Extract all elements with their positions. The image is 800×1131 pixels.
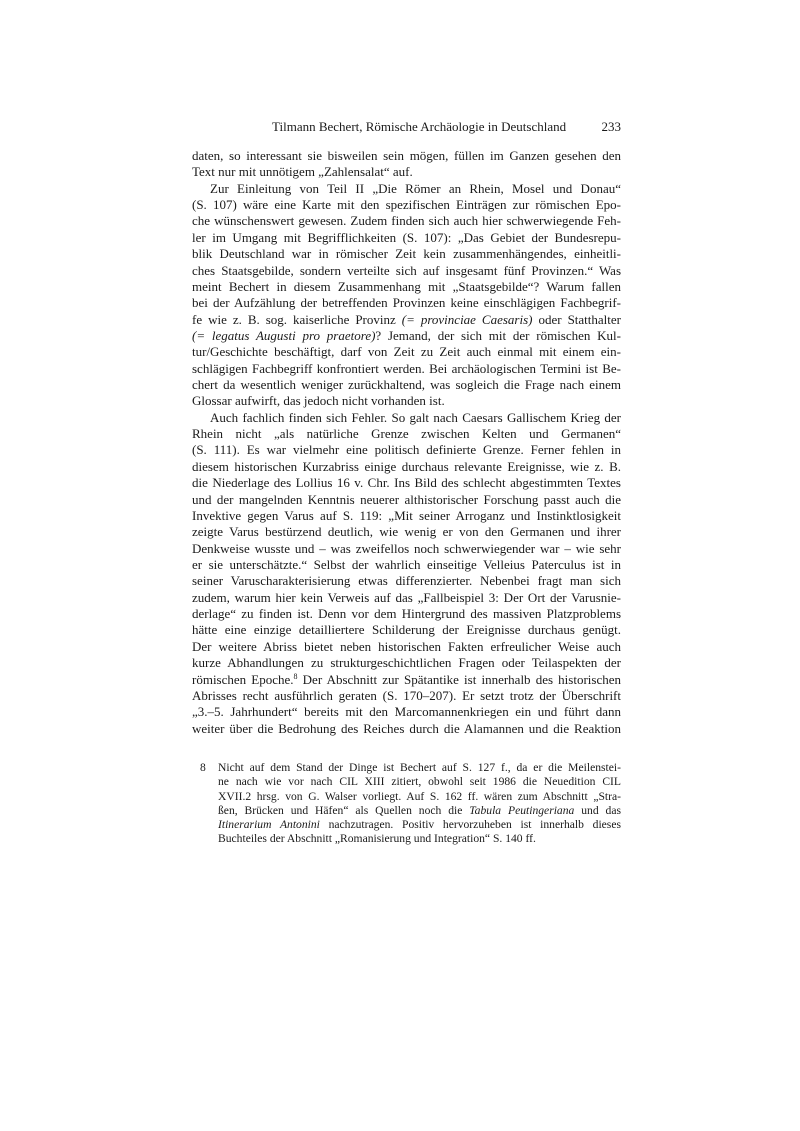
- text-segment: Der Abschnitt zur Spätantike ist innerhalb des historischen: [297, 671, 621, 687]
- page-number: 233: [601, 119, 621, 134]
- text-line: [192, 606, 621, 622]
- text-segment: kurze Abhandlungen zu strukturgeschichtlichen Fragen oder Teilaspekten der: [192, 655, 621, 671]
- text-segment: nachzutragen. Positiv hervorzuheben ist innerhalb dieses: [319, 818, 621, 832]
- text-line: [218, 804, 621, 818]
- text-segment: zeigte Varus bestürzend deutlich, wie wenig er von den Germanen und ihrer: [192, 524, 621, 540]
- text-segment: seiner Varuscharakterisierung etwas differenzierter. Nebenbei fragt man sich: [192, 573, 621, 589]
- text-line: [192, 393, 621, 409]
- text-line: [192, 263, 621, 279]
- text-segment: chert da wesentlich weniger zurückhaltend, was sogleich die Frage nach einem: [192, 377, 621, 393]
- text-line: [192, 230, 621, 246]
- text-segment: derlage“ zu finden ist. Denn vor dem Hintergrund des massiven Platzproblems: [192, 606, 621, 622]
- text-segment: „3.–5. Jahrhundert“ bereits mit den Marcomannenkriegen ein und führt dann: [192, 704, 621, 720]
- text-line: [218, 818, 621, 832]
- text-segment: Buchteiles der Abschnitt „Romanisierung und Integration“ S. 140 ff.: [218, 832, 536, 846]
- text-line: [192, 213, 621, 229]
- text-line: [192, 246, 621, 262]
- text-line: [192, 672, 621, 688]
- italic-text: Tabula Peutingeriana: [469, 803, 575, 817]
- text-segment: ne nach wie vor nach CIL XIII zitiert, obwohl seit 1986 die Neuedition CIL: [218, 775, 621, 789]
- text-segment: meint Bechert in diesem Zusammenhang mit „Staatsgebilde“? Warum fallen: [192, 278, 621, 294]
- italic-text: Itinerarium Antonini: [218, 818, 320, 832]
- text-line: [192, 459, 621, 475]
- text-segment: ler im Umgang mit Begrifflichkeiten (S. 107): „Das Gebiet der Bundesrepu-: [192, 229, 621, 245]
- text-line: [192, 377, 621, 393]
- text-segment: die Niederlage des Lollius 16 v. Chr. Ins Bild des schlecht abgestimmten Textes: [192, 475, 621, 491]
- text-segment: XVII.2 hrsg. von G. Walser vorliegt. Auf S. 162 ff. wären zum Abschnitt „Stra-: [218, 789, 621, 803]
- text-segment: ßen, Brücken und Häfen“ als Quellen noch die: [218, 803, 470, 817]
- text-segment: Zur Einleitung von Teil II „Die Römer an Rhein, Mosel und Donau“: [210, 180, 621, 196]
- text-segment: Glossar aufwirft, das jedoch nicht vorhanden ist.: [192, 393, 445, 409]
- text-segment: (S. 107) wäre eine Karte mit den spezifischen Einträgen zur römischen Epo-: [192, 197, 621, 213]
- text-segment: Denkweise wusste und – was zweifellos noch schwerwiegender war – wie sehr: [192, 540, 621, 556]
- text-line: [192, 573, 621, 589]
- text-line: [192, 541, 621, 557]
- text-segment: (S. 111). Es war vielmehr eine politisch definierte Grenze. Ferner fehlen in: [192, 442, 621, 458]
- text-line: [192, 148, 621, 164]
- text-line: [192, 442, 621, 458]
- text-segment: römischen Epoche.: [192, 671, 294, 687]
- text-segment: bei der Aufzählung der betreffenden Provinzen keine einschlägigen Fachbegrif-: [192, 295, 621, 311]
- text-line: [192, 639, 621, 655]
- text-line: [192, 426, 621, 442]
- text-line: [192, 704, 621, 720]
- text-segment: schlägigen Fachbegriff konfrontiert werden. Bei archäologischen Termini ist Be-: [192, 360, 621, 376]
- text-segment: Auch fachlich finden sich Fehler. So galt nach Caesars Gallischem Krieg der: [210, 409, 621, 425]
- text-line: [192, 590, 621, 606]
- text-line: [192, 312, 621, 328]
- running-header: [192, 119, 621, 137]
- text-line: [192, 361, 621, 377]
- text-segment: Rhein nicht „als natürliche Grenze zwischen Kelten und Germanen“: [192, 426, 621, 442]
- text-line: [192, 524, 621, 540]
- text-line: [192, 475, 621, 491]
- footnote-number: 8: [200, 761, 206, 774]
- footnote-reference: 8: [293, 671, 298, 681]
- text-line: [192, 508, 621, 524]
- text-line: [192, 197, 621, 213]
- text-segment: hätte eine einzige detailliertere Schilderung der Ereignisse durchaus genügt.: [192, 622, 621, 638]
- text-line: [218, 775, 621, 789]
- text-line: [192, 279, 621, 295]
- text-line: [192, 492, 621, 508]
- italic-text: (= provinciae Caesaris): [401, 311, 533, 327]
- text-segment: diesem historischen Kurzabriss einige durchaus relevante Ereignisse, wie z. B.: [192, 458, 621, 474]
- text-segment: ? Jemand, der sich mit der römischen Kul-: [375, 327, 621, 343]
- text-segment: Text nur mit unnötigem „Zahlensalat“ auf.: [192, 164, 413, 180]
- text-line: [192, 622, 621, 638]
- text-segment: zudem, warum hier kein Verweis auf das „Fallbeispiel 3: Der Ort der Varusnie-: [192, 589, 621, 605]
- text-segment: Abrisses recht ausführlich geraten (S. 170–207). Er setzt trotz der Überschrift: [192, 687, 621, 703]
- text-line: [192, 328, 621, 344]
- text-line: [218, 832, 621, 846]
- text-segment: daten, so interessant sie bisweilen sein mögen, füllen im Ganzen gesehen den: [192, 148, 621, 163]
- running-title: Tilmann Bechert, Römische Archäologie in Deutschland: [272, 119, 567, 134]
- text-segment: fe wie z. B. sog. kaiserliche Provinz: [192, 311, 402, 327]
- text-segment: oder Statthalter: [532, 311, 621, 327]
- text-line: [192, 181, 621, 197]
- text-segment: Der weitere Abriss bietet neben historischen Fakten erfreulicher Weise auch: [192, 638, 621, 654]
- body-text: [192, 148, 621, 737]
- text-line: [218, 790, 621, 804]
- text-segment: Invektive gegen Varus auf S. 119: „Mit seiner Arroganz und Instinktlosigkeit: [192, 507, 621, 523]
- italic-text: (= legatus Augusti pro praetore): [192, 327, 376, 343]
- text-line: [192, 164, 621, 180]
- text-line: [218, 761, 621, 775]
- text-segment: weiter über die Bedrohung des Reiches durch die Alamannen und die Reaktion: [192, 720, 621, 736]
- text-line: [192, 344, 621, 360]
- text-segment: ches Staatsgebilde, sondern verteilte sich auf insgesamt fünf Provinzen.“ Was: [192, 262, 621, 278]
- text-line: [192, 688, 621, 704]
- text-line: [192, 410, 621, 426]
- text-segment: er sie unterschätzte.“ Selbst der wahrlich einseitige Velleius Paterculus ist in: [192, 556, 621, 572]
- text-line: [192, 295, 621, 311]
- text-segment: Nicht auf dem Stand der Dinge ist Bechert auf S. 127 f., da er die Meilenstei-: [218, 761, 621, 774]
- text-line: [192, 655, 621, 671]
- text-segment: und das: [574, 803, 621, 817]
- footnote-text: [218, 761, 621, 847]
- text-line: [192, 721, 621, 737]
- text-segment: che wünschenswert gewesen. Zudem finden sich auch hier schwerwiegende Feh-: [192, 213, 621, 229]
- text-segment: blik Deutschland war in römischer Zeit kein zusammenhängendes, einheitli-: [192, 246, 621, 262]
- text-segment: und der mangelnden Kenntnis neuerer althistorischer Forschung passt auch die: [192, 491, 621, 507]
- text-line: [192, 557, 621, 573]
- text-segment: tur/Geschichte beschäftigt, darf von Zeit zu Zeit auch einmal mit einem ein-: [192, 344, 621, 360]
